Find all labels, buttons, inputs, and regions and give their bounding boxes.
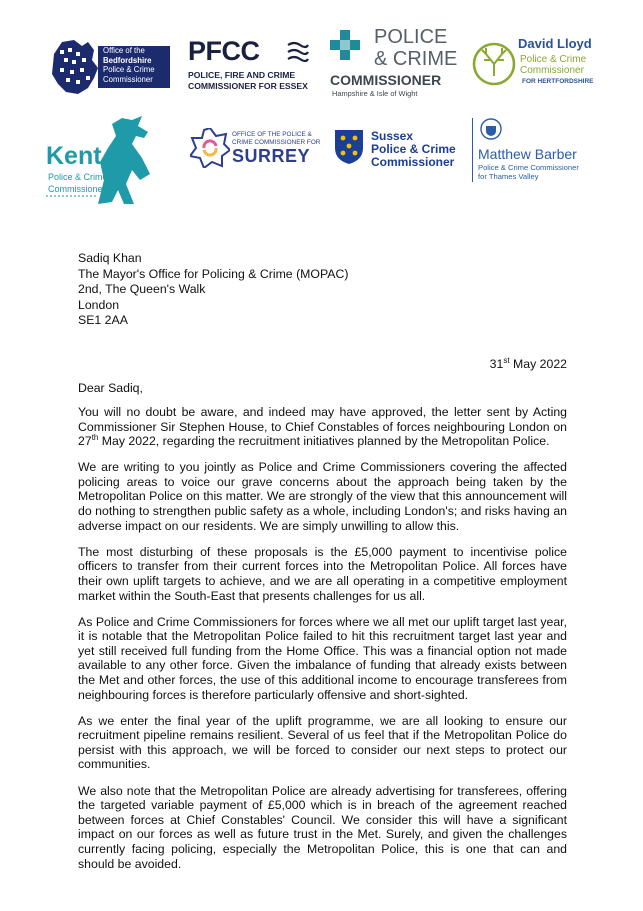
kent-line2: Commissioner <box>48 184 106 194</box>
hampshire-line4: Hampshire & Isle of Wight <box>332 89 418 98</box>
hampshire-line1: POLICE <box>374 26 448 48</box>
paragraph-text: May 2022, regarding the recruitment initiatives planned by the Metropolitan Police. <box>98 434 550 449</box>
sussex-shield-icon <box>333 128 365 166</box>
letter-date <box>490 357 567 371</box>
letter-body <box>78 405 567 883</box>
thames-valley-name: Matthew Barber <box>478 146 577 162</box>
essex-wave-icon <box>286 39 310 65</box>
thames-valley-crest-icon <box>480 118 502 140</box>
hertfordshire-line2: Commissioner <box>520 65 584 76</box>
salutation: Dear Sadiq, <box>78 381 143 395</box>
paragraph: As we enter the final year of the uplift programme, we are all looking to ensure our recruitment pipeline remains resilient. Several of us feel that if the Metropolitan Police do persist with this approach, we will be forced to consider our next steps to protect our communities. <box>78 713 567 772</box>
surrey-line2: CRIME COMMISSIONER FOR <box>232 138 321 146</box>
sussex-line3: Commissioner <box>371 155 455 169</box>
address-line: The Mayor's Office for Policing & Crime (MOPAC) <box>78 266 349 281</box>
address-line: London <box>78 297 120 312</box>
address-line: SE1 2AA <box>78 313 128 328</box>
surrey-pcc-logo <box>190 128 320 174</box>
thames-valley-line2: for Thames Valley <box>478 172 539 181</box>
surrey-star-icon <box>190 128 230 168</box>
surrey-line3: SURREY <box>232 146 311 166</box>
paragraph: The most disturbing of these proposals is the £5,000 payment to incentivise police officers to transfer from their current forces into the Metropolitan Police. All forces have their own uplift targets to achieve, and we are all operating in a competitive employment market within the South-East that presents challenges for us all. <box>78 544 567 603</box>
date-suffix: st <box>503 356 510 365</box>
bedfordshire-line4: Commissioner <box>103 74 153 84</box>
sussex-line1: Sussex <box>371 129 414 143</box>
essex-line2: COMMISSIONER FOR ESSEX <box>188 81 308 91</box>
hertfordshire-line1: Police & Crime <box>520 54 587 65</box>
date-day: 31 <box>489 357 504 371</box>
sussex-pcc-logo <box>333 124 455 174</box>
kent-pcc-logo <box>46 114 176 206</box>
hampshire-line2: & CRIME <box>374 48 458 70</box>
hampshire-line3: COMMISSIONER <box>330 72 442 88</box>
paragraph: We are writing to you jointly as Police and Crime Commissioners covering the affected policing areas to voice our grave concerns about the approach being taken by the Metropolitan Police on this matter. We are strongly of the view that this announcement will do nothing to strengthen public safety as a whole, including London's; and risks having an adverse impact on our residents. We are simply unwilling to allow this. <box>78 460 567 533</box>
stag-icon <box>472 42 516 86</box>
paragraph-text: You will no doubt be aware, and indeed may have approved, the letter sent by Acting Commissioner Sir Stephen House, to Chief Constables of forces neighbouring London on 27 <box>78 405 567 449</box>
bedfordshire-pcc-logo <box>48 36 171 98</box>
recipient-address <box>78 251 348 329</box>
hampshire-pcc-logo <box>330 28 460 98</box>
bedfordshire-line2: Bedfordshire <box>103 55 152 65</box>
ordinal-suffix: th <box>91 433 99 443</box>
essex-pfcc-logo <box>188 36 316 98</box>
thames-valley-line1: Police & Crime Commissioner <box>478 163 579 172</box>
hampshire-cross-icon <box>330 30 362 62</box>
kent-name: Kent <box>46 142 102 170</box>
address-line: Sadiq Khan <box>78 251 142 265</box>
hertfordshire-pcc-logo <box>472 36 600 98</box>
surrey-line1: OFFICE OF THE POLICE & <box>232 131 312 138</box>
paragraph: We also note that the Metropolitan Police are already advertising for transferees, offering the targeted variable payment of £5,000 which is in breach of the agreement reached between forces at Chief Constables' Council. We consider this will have a significant impact on our forces as well as future trust in the Met. Surely, and given the challenges currently facing policing, especially the Metropolitan Police, this is one that can and should be avoided. <box>78 783 567 871</box>
hertfordshire-name: David Lloyd <box>518 36 592 51</box>
paragraph: As Police and Crime Commissioners for forces where we all met our uplift target last year, it is notable that the Metropolitan Police failed to hit this recruitment target last year and yet still received full funding from the Home Office. This was a financial option not made available to any other force. Given the imbalance of funding that already exists between the Met and other forces, the use of this additional income to encourage transferees from neighbouring forces is therefore particularly offensive and short-sighted. <box>78 614 567 702</box>
essex-line1: POLICE, FIRE AND CRIME <box>188 70 296 80</box>
divider <box>472 118 473 182</box>
sussex-line2: Police & Crime <box>371 142 456 156</box>
bedfordshire-line1: Office of the <box>103 46 145 55</box>
hertfordshire-line3: FOR HERTFORDSHIRE <box>522 78 594 85</box>
paragraph <box>78 405 567 449</box>
essex-abbr: PFCC <box>188 36 260 66</box>
bedfordshire-line3: Police & Crime <box>103 65 155 75</box>
date-rest: May 2022 <box>509 357 567 371</box>
kent-line1: Police & Crime <box>48 172 108 182</box>
thames-valley-pcc-logo <box>472 118 600 184</box>
address-line: 2nd, The Queen's Walk <box>78 282 206 297</box>
